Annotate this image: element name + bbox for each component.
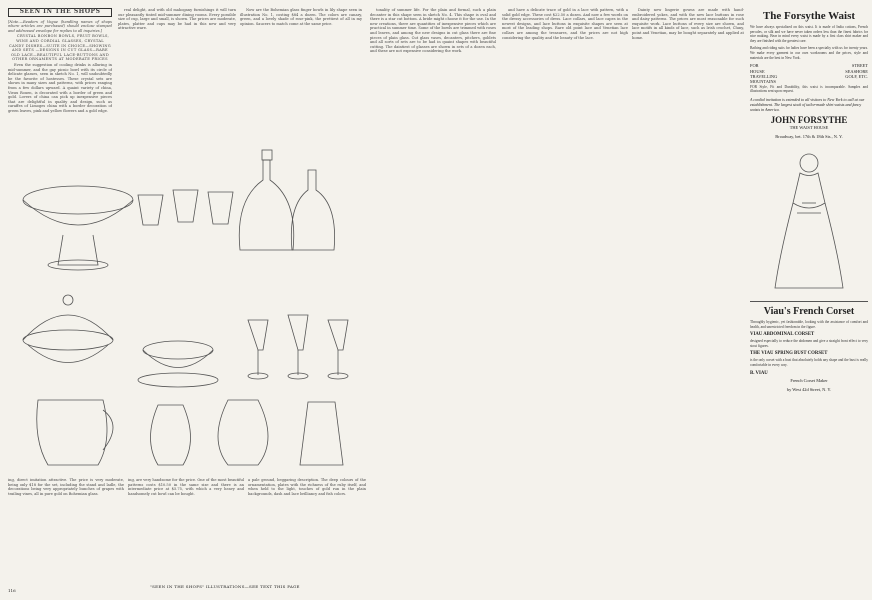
bottom-text-2 xyxy=(128,478,244,588)
text-column-4 xyxy=(370,8,496,588)
forsythe-advertisement xyxy=(750,8,868,592)
punch-bowl-illustration xyxy=(23,186,133,270)
ad-use-item: FOR xyxy=(750,63,759,69)
column-6-text: Dainty new lingerie gowns are made with hand-embroidered yokes, and with the new lace buttons in rose and daisy patterns. The prices are most reasonable for such exquisite work. Lace buttons of every size are shown, and lace motifs in all kinds of lace, such as Irish crochet, Cluny, point and Venetian, may be bought separately and applied at home. xyxy=(632,8,744,40)
column-1-text: Even the suggestion of cooling drinks is alluring in mid-summer, and the gay picnic bowl with its circle of delicate glasses, seen in sketch No. 1, will undoubtedly be the favorite of hostesses. These crystal sets are shown in many sizes and patterns, with prices ranging from a few dollars upward. A quaint variety of china, Vieux Rouen, is decorated with a border of green and gold. Lovers of china can pick up inexpensive pieces that are delightful in quality and design, such as caraffes of Limoges china with a border decoration of green leaves, pink and yellow flowers and a gold edge. xyxy=(8,62,112,113)
ad-style-line: FOR Style, Fit and Durability, this waist is incomparable. Samples and illustrations sent upon request. xyxy=(750,84,868,94)
bottom-text-3-content: a pale ground, beggaring description. The deep colours of the ornamentation, plates with the richness of the ruby itself, and when held to the light, touches of gold run in the plain backgrounds, dash and lace brilliancy and fish colors. xyxy=(248,478,366,496)
ad-shop-name: THE WAIST HOUSE xyxy=(789,124,829,130)
ad-use-item: HOUSE xyxy=(750,68,765,74)
glass-cups-illustration xyxy=(138,190,233,225)
ad-uses-list xyxy=(750,63,868,85)
ad-use-item: TRAVELLING xyxy=(750,73,778,79)
viau-title: Viau's French Corset xyxy=(763,305,855,317)
viau-signoff-name: B. VIAU xyxy=(750,370,768,376)
ad-use-item: STREET xyxy=(851,63,868,69)
finger-bowl-illustration xyxy=(138,341,218,387)
viau-paragraph-2: designed especially to reduce the abdomen and give a straight front effect to very stout figures. xyxy=(750,339,868,348)
ad-notice: A cordial invitation is extended to all visitors to New York to call at our establishment. The largest stock of tailor-made shirt waists and fancy waists in America. xyxy=(750,96,865,112)
ad-paragraph-2: Bathing and riding suits for ladies have been a specialty with us for twenty years. We make every garment in our own workrooms and the prices, style and materials are the best in New York. xyxy=(750,46,868,60)
viau-subheading-1: VIAU ABDOMINAL CORSET xyxy=(750,332,815,338)
text-column-6 xyxy=(632,8,744,588)
bottom-text-1-content: ing, direct imitation attractive. The price is very moderate, being only $18 for the set, including the stand and ladle, the decorations being very appropriately bunches of grapes with trailing vines, all in pure gold on Bohemian glass. xyxy=(8,478,124,496)
page-number: 116 xyxy=(8,588,16,593)
text-column-3 xyxy=(240,8,362,132)
figure-caption: "SEEN IN THE SHOPS" ILLUSTRATIONS—SEE TEXT THIS PAGE xyxy=(150,584,300,589)
covered-dish-illustration xyxy=(23,295,113,363)
ad-use-item: GOLF, ETC. xyxy=(845,73,868,79)
text-column-5 xyxy=(502,8,628,588)
bottom-text-2-content: ing, are very handsome for the price. One of the most beautiful patterns costs $10.50 in the same size and there is an intermediate price at $5.75, with which a very heavy and handsomely cut bowl can be bought. xyxy=(128,478,244,496)
editor-note: [Note.—Readers of Vogue (handling names of shops where articles are purchased) should enclose stamped and addressed envelope for replies to all inquiries.] xyxy=(8,19,112,33)
ad-use-item: SEASHORE xyxy=(845,68,868,74)
section-title: SEEN IN THE SHOPS xyxy=(8,8,112,17)
corset-figure-illustration xyxy=(750,143,868,293)
bottom-text-3 xyxy=(248,478,366,588)
ad-address: Broadway, bet. 17th & 18th Sts., N. Y. xyxy=(775,133,843,139)
viau-paragraph-3: is the only corset with a bust that absolutely holds any shape and the bust is really comfortable in every way. xyxy=(750,358,868,367)
wine-glasses-illustration xyxy=(248,315,348,379)
viau-subheading-2: THE VIAU SPRING BUST CORSET xyxy=(750,351,828,357)
viau-paragraph-1: Throughly hygienic, yet fashionable, looking with the assistance of comfort and health, and unrestricted freedom in the figure. xyxy=(750,319,868,329)
vases-illustration xyxy=(151,400,344,465)
text-column-2 xyxy=(118,8,236,132)
column-3-text: Now are the Bohemian glass finger bowls in lily shape seen in illustration No. 1, costing $84 a dozen. The colors are canary, green, and a lovely shade of rose-pink, the prettiest of all in my opinion. Saucers to match come at the same price. xyxy=(240,8,362,26)
ad-use-item: MOUNTAINS xyxy=(750,79,776,85)
decanter-illustration xyxy=(239,150,334,250)
ad-paragraph-1: We have always specialized on this waist. It is made of India cottons, French percales, or silk and we have never taken orders less than the finest fabrics for nice making. Bear in mind every waist is made by a first class shirt maker and they are finished with the greatest care. xyxy=(750,25,868,43)
pitcher-illustration xyxy=(37,400,113,465)
glassware-illustration xyxy=(8,140,368,475)
column-2-text: real delight, and with old mahogany furnishings it will turn our pleasantly tinted mid-summer dining rooms. Every possible size of cup, large and small, is shown. The prices are moderate, plates, platter and cups may be had in this new and very attractive ware. xyxy=(118,8,236,31)
bottom-text-1 xyxy=(8,478,124,588)
viau-signoff-line-2: by West 42d Street, N. Y. xyxy=(786,386,832,392)
subject-list: CRYSTAL BONBON BOWLS, FRUIT BOWLS, WINE AND CORDIAL GLASSES, CRYSTAL CANDY DISHES—SUITE IN CHOICE—SHOWING AND SETS —DESIGNS IN CUT GLASS—RARE OLD LACE—BEAUTIFUL LACE-BUTTONS AND OTHER ORNAMENTS AT MODERATE PRICES xyxy=(9,34,111,62)
ad-title: The Forsythe Waist xyxy=(762,10,856,22)
divider xyxy=(750,301,868,302)
viau-signoff-line-1: French Corset Maker xyxy=(790,377,828,383)
column-4-text: tonality of summer life. For the plain and formal, such a plain decanter in this shape seen in sketch No. 4. This shape is oval and there is a star cut bottom. A bride might choose it for the use. In the new creations, there are quantities of inexpensive pieces which are practical in summer time. Some of the bowls are trimmed with roses and leaves, and among the new designs in cut glass there are fine pieces of plain glass. Cut glass vases, decanters, pitchers, goblets and all sorts of sets are to be had in quaint shapes with beautiful cutting. The daintiest of glasses are shown in sets of a dozen each, and these are not expensive considering the work. xyxy=(370,8,496,54)
ad-company-name: JOHN FORSYTHE xyxy=(770,114,848,125)
column-5-text: and have a delicate trace of gold in a lace with pattern, with a solid gold edge. These cost $22.50 a dozen. And now a few words on the dressy accessories of dress. Lace collars, and lace capes in the newest designs, and lace buttons in exquisite shapes are seen at most of the leading shops. Rare old point lace and Venetian lace collars are among the treasures, and the prices are not high considering the quality and the beauty of the lace. xyxy=(502,8,628,40)
